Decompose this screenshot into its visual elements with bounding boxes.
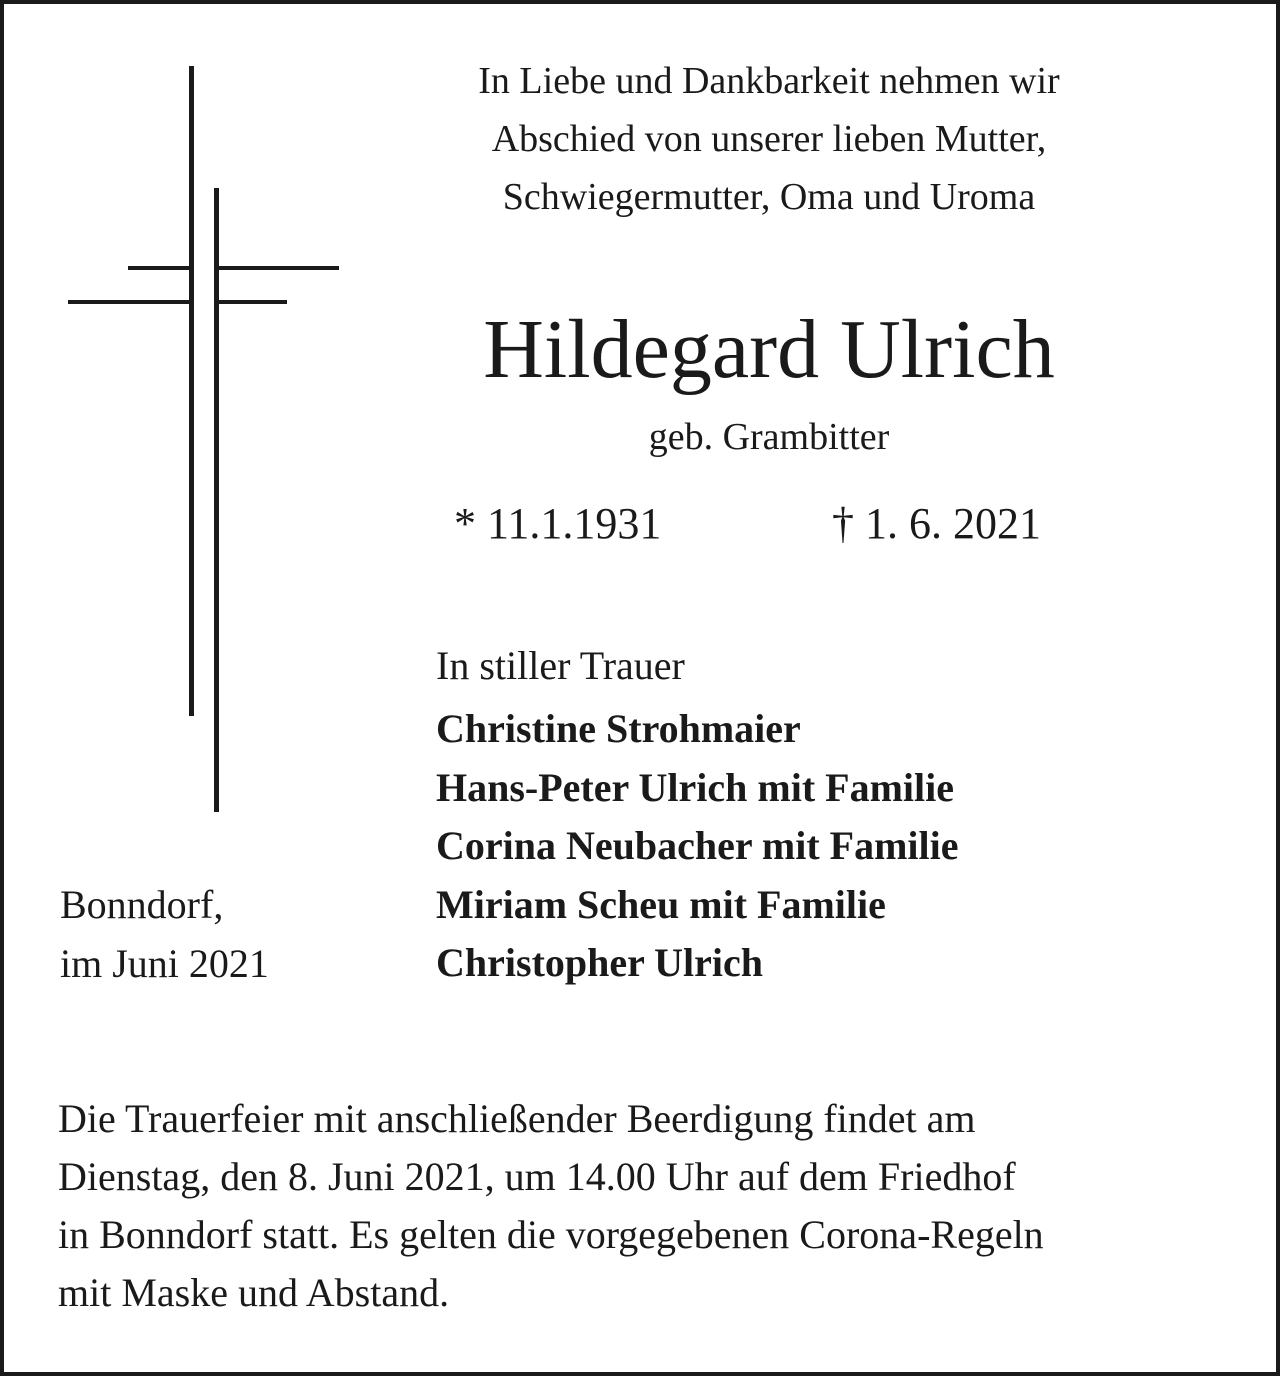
mourner-name: Hans-Peter Ulrich mit Familie [436,764,955,810]
notice-line: mit Maske und Abstand. [58,1270,450,1315]
mourner-name: Corina Neubacher mit Familie [436,823,959,868]
notice-line: Die Trauerfeier mit anschließender Beerdigung findet am [58,1096,976,1141]
notice-line: in Bonndorf statt. Es gelten die vorgegebenen Corona-Regeln [58,1212,1044,1257]
mourning-heading: In stiller Trauer [436,643,685,688]
notice-line: Dienstag, den 8. Juni 2021, um 14.00 Uhr auf dem Friedhof [58,1154,1016,1199]
funeral-notice [58,1090,1238,1322]
mourner-name: Christine Strohmaier [436,706,801,751]
date-line: im Juni 2021 [60,940,269,986]
deceased-name: Hildegard Ulrich [483,303,1055,396]
place-and-date [60,876,269,993]
mourner-name: Miriam Scheu mit Familie [436,881,886,927]
maiden-name: geb. Grambitter [648,416,890,458]
intro-line: Abschied von unserer lieben Mutter, [491,118,1047,160]
birth-date: * 11.1.1931 [454,499,662,548]
intro-line: In Liebe und Dankbarkeit nehmen wir [478,60,1060,102]
mourners-list [436,700,959,993]
place-line: Bonndorf, [60,882,224,927]
death-date: † 1. 6. 2021 [832,499,1041,548]
mourner-name: Christopher Ulrich [436,940,764,985]
intro-line: Schwiegermutter, Oma und Uroma [502,176,1036,218]
double-cross-icon [4,4,364,824]
intro-text [364,52,1174,226]
